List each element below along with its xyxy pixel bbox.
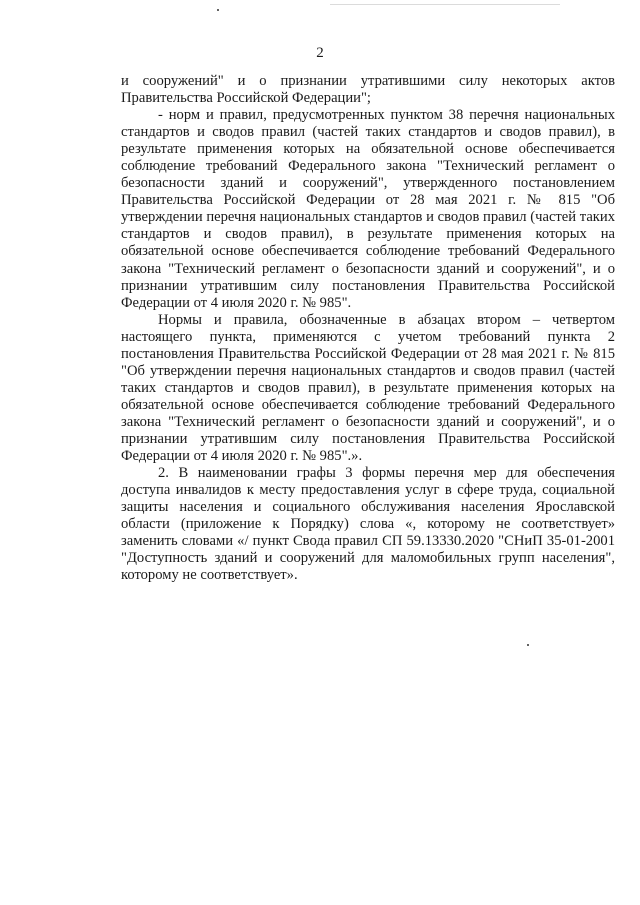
paragraph-continuation: и сооружений" и о признании утратившими силу некоторых актов Правительства Российской Федерации"; <box>121 73 615 107</box>
scan-speck <box>217 9 219 11</box>
scan-edge-line <box>330 4 560 5</box>
paragraph-norms-application: Нормы и правила, обозначенные в абзацах втором – четвертом настоящего пункта, применяются с учетом требований пункта 2 постановления Правительства Российской Федерации от 28 мая 2021 г. № 815 "Об утверждении перечня национальных стандартов и сводов правил (частей таких стандартов и сводов правил), в результате применения которых на обязательной основе обеспечивается соблюдение требований Федерального закона "Технический регламент о безопасности зданий и сооружений", и о признании утратившим силу постановления Правительства Российской Федерации от 4 июля 2020 г. № 985".». <box>121 311 615 465</box>
paragraph-item-2: 2. В наименовании графы 3 формы перечня мер для обеспечения доступа инвалидов к месту предоставления услуг в сфере труда, социальной защиты населения и социального обслуживания населения Ярославской области (приложение к Порядку) слова «, которому не соответствует» заменить словами «/ пункт Свода правил СП 59.13330.2020 "СНиП 35-01-2001 "Доступность зданий и сооружений для маломобильных групп населения", которому не соответствует». <box>121 465 615 584</box>
scan-speck <box>527 644 529 646</box>
document-body <box>121 73 615 584</box>
page-number: 2 <box>316 45 324 61</box>
paragraph-norms-item: - норм и правил, предусмотренных пунктом 38 перечня национальных стандартов и сводов правил (частей таких стандартов и сводов правил), в результате применения которых на обязательной основе обеспечивается соблюдение требований Федерального закона "Технический регламент о безопасности зданий и сооружений", утвержденного постановлением Правительства Российской Федерации от 28 мая 2021 г. № 815 "Об утверждении перечня национальных стандартов и сводов правил (частей таких стандартов и сводов правил), в результате применения которых на обязательной основе обеспечивается соблюдение требований Федерального закона "Технический регламент о безопасности зданий и сооружений", и о признании утратившим силу постановления Правительства Российской Федерации от 4 июля 2020 г. № 985". <box>121 107 615 311</box>
